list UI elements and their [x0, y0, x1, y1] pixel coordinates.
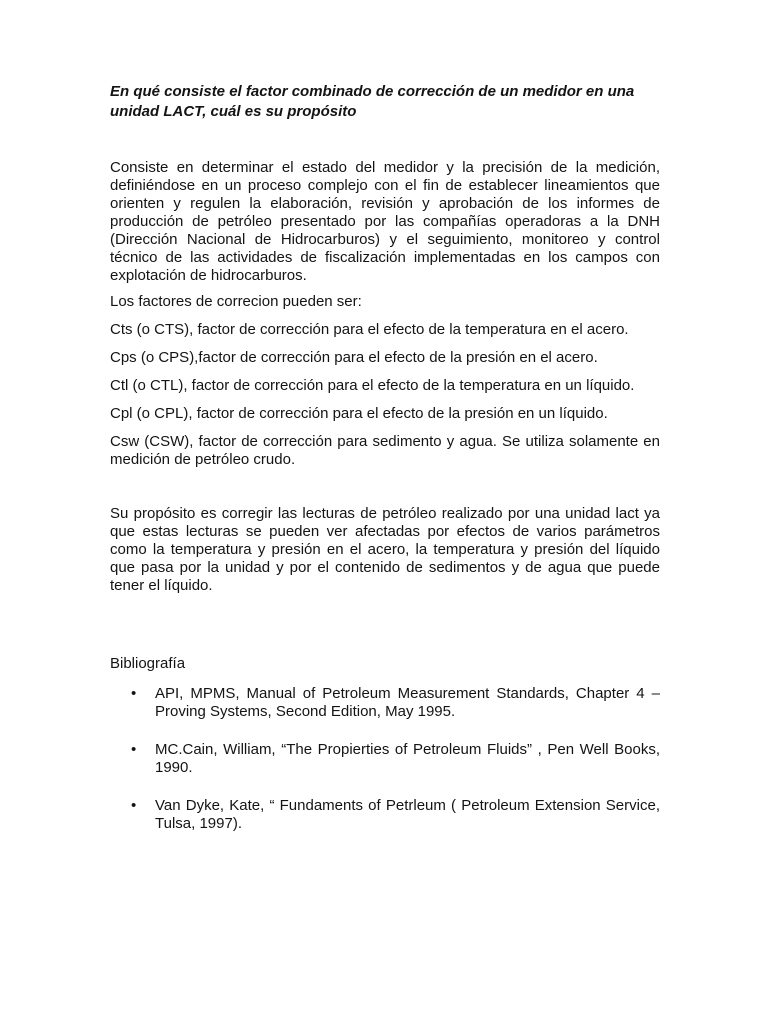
bibliography-item	[110, 685, 660, 721]
bibliography-item	[110, 741, 660, 777]
bibliography-item-text: API, MPMS, Manual of Petroleum Measurement Standards, Chapter 4 – Proving Systems, Second Edition, May 1995.	[155, 685, 660, 720]
bibliography-item-text: Van Dyke, Kate, “ Fundaments of Petrleum ( Petroleum Extension Service, Tulsa, 1997).	[155, 797, 660, 832]
factor-ctl: Ctl (o CTL), factor de corrección para el efecto de la temperatura en un líquido.	[110, 377, 635, 394]
bibliography-heading: Bibliografía	[110, 655, 186, 672]
factor-cts: Cts (o CTS), factor de corrección para el efecto de la temperatura en el acero.	[110, 321, 629, 338]
document-page	[110, 82, 660, 853]
factor-csw: Csw (CSW), factor de corrección para sedimento y agua. Se utiliza solamente en medición de petróleo crudo.	[110, 433, 660, 468]
intro-paragraph: Consiste en determinar el estado del medidor y la precisión de la medición, definiéndose en un proceso complejo con el fin de establecer lineamientos que orienten y regulen la elaboración, revisión y aprobación de los informes de producción de petróleo presentado por las compañías operadoras a la DNH (Dirección Nacional de Hidrocarburos) y el seguimiento, monitoreo y control técnico de las actividades de fiscalización implementadas en los campos con explotación de hidrocarburos.	[110, 159, 660, 284]
bullet-icon: •	[131, 685, 137, 702]
purpose-paragraph: Su propósito es corregir las lecturas de petróleo realizado por una unidad lact ya que estas lecturas se pueden ver afectadas por efectos de varios parámetros como la temperatura y presión en el acero, la temperatura y presión del líquido que pasa por la unidad y por el contenido de sedimentos y de agua que puede tener el líquido.	[110, 505, 660, 594]
factor-cpl: Cpl (o CPL), factor de corrección para el efecto de la presión en un líquido.	[110, 405, 608, 422]
bullet-icon: •	[131, 797, 137, 814]
factors-heading: Los factores de correcion pueden ser:	[110, 293, 362, 310]
document-title: En qué consiste el factor combinado de corrección de un medidor en una unidad LACT, cuál es su propósito	[110, 83, 635, 120]
bibliography-item	[110, 797, 660, 833]
bullet-icon: •	[131, 741, 137, 758]
bibliography-list	[110, 685, 660, 833]
bibliography-item-text: MC.Cain, William, “The Propierties of Petroleum Fluids” , Pen Well Books, 1990.	[155, 741, 660, 776]
factor-cps: Cps (o CPS),factor de corrección para el efecto de la presión en el acero.	[110, 349, 598, 366]
